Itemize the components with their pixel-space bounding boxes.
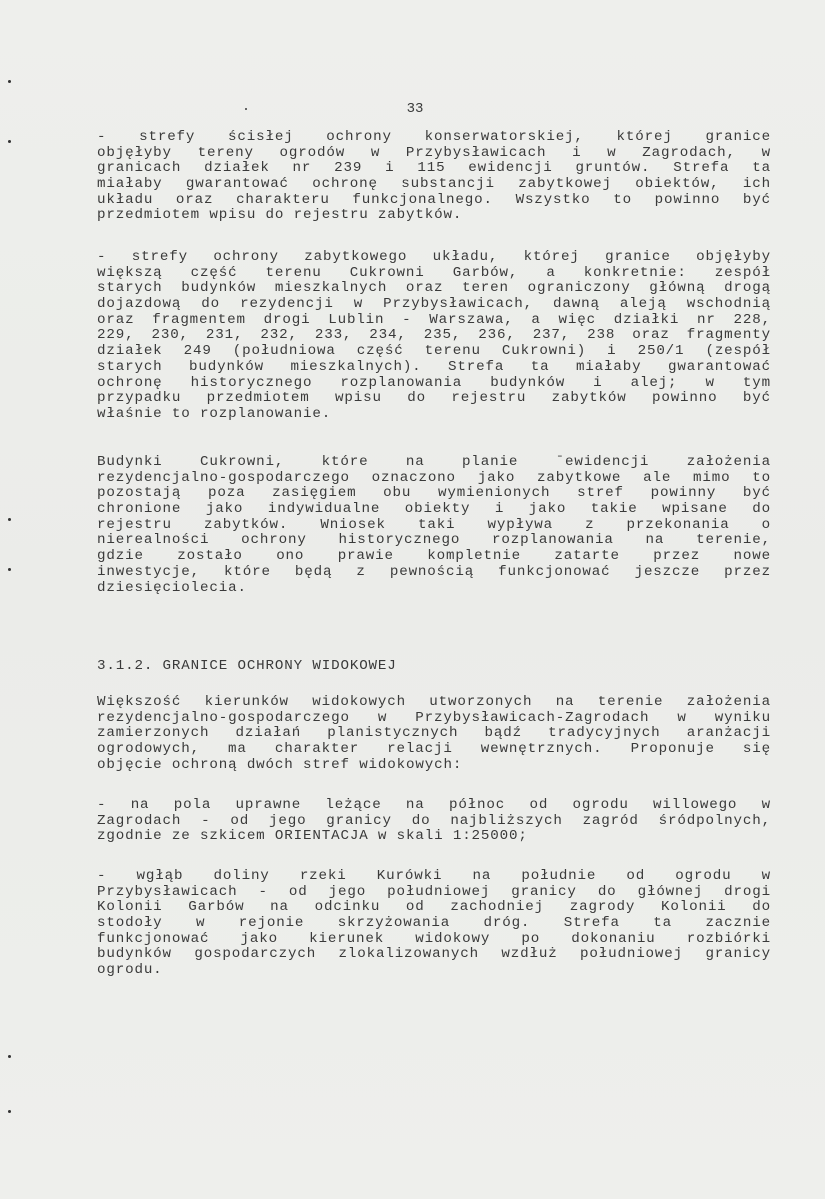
text-line: dojazdową do rezydencji w Przybysławicach, dawną aleją wschodnią	[97, 296, 771, 313]
text-line: Zagrodach - od jego granicy do najbliższych zagród śródpolnych,	[97, 812, 771, 829]
text-line: dziesięciolecia.	[97, 579, 247, 596]
text-line: nierealności ochrony historycznego rozplanowania na terenie,	[97, 532, 771, 549]
text-line: objęłyby tereny ogrodów w Przybysławicach i w Zagrodach, w	[97, 144, 771, 161]
text-line: inwestycje, które będą z pewnością funkcjonować jeszcze przez	[97, 563, 771, 580]
margin-dot	[8, 568, 11, 571]
text-line: - wgłąb doliny rzeki Kurówki na południe od ogrodu w	[97, 868, 771, 884]
text-line: Budynki Cukrowni, które na planie ˉewidencji założenia	[97, 454, 771, 470]
text-line: stodoły w rejonie skrzyżowania dróg. Strefa ta zacznie	[97, 915, 771, 932]
text-line: Przybysławicach - od jego południowej granicy do głównej drogi	[97, 883, 771, 900]
margin-dot	[8, 1110, 11, 1113]
text-line: rezydencjalno-gospodarczego w Przybysławicach-Zagrodach w wyniku	[97, 709, 771, 726]
text-line: właśnie to rozplanowanie.	[97, 405, 332, 422]
text-line: - na pola uprawne leżące na północ od ogrodu willowego w	[97, 797, 771, 813]
text-line: działek 249 (południowa część terenu Cukrowni) i 250/1 (zespół	[97, 343, 771, 360]
text-line: starych budynków mieszkalnych oraz teren ograniczony główną drogą	[97, 280, 771, 297]
stray-mark	[245, 108, 247, 110]
text-line: ogrodu.	[97, 962, 163, 979]
text-line: 229, 230, 231, 232, 233, 234, 235, 236, 237, 238 oraz fragmenty	[97, 327, 771, 344]
page-number: 33	[406, 101, 424, 117]
text-line: układu oraz charakteru funkcjonalnego. Wszystko to powinno być	[97, 191, 771, 208]
text-line: rezydencjalno-gospodarczego oznaczono jako zabytkowe ale mimo to	[97, 469, 771, 486]
paragraph-north-view-zone	[97, 798, 771, 845]
paragraph-view-directions	[97, 695, 771, 773]
margin-dot	[8, 1055, 11, 1058]
text-line: Większość kierunków widokowych utworzonych na terenie założenia	[97, 694, 771, 710]
text-line: zamierzonych działań planistycznych bądź tradycyjnych aranżacji	[97, 725, 771, 742]
text-line: większą część terenu Cukrowni Garbów, a konkretnie: zespół	[97, 264, 771, 281]
text-line: przypadku przedmiotem wpisu do rejestru zabytków powinno być	[97, 390, 771, 407]
text-line: funkcjonować jako kierunek widokowy po dokonaniu rozbiórki	[97, 930, 771, 947]
paragraph-layout-protection-zone	[97, 250, 771, 423]
text-line: ochronę historycznego rozplanowania budynków i alej; w tym	[97, 374, 771, 391]
text-line: gdzie zostało ono prawie kompletnie zatarte przez nowe	[97, 548, 771, 565]
text-line: - strefy ochrony zabytkowego układu, której granice objęłyby	[97, 249, 771, 265]
text-line: ogrodowych, ma charakter relacji wewnętrznych. Proponuje się	[97, 741, 771, 758]
margin-dot	[8, 518, 11, 521]
paragraph-strict-protection-zone	[97, 130, 771, 224]
text-line: chronione jako indywidualne obiekty i jako takie wpisane do	[97, 501, 771, 518]
text-line: przedmiotem wpisu do rejestru zabytków.	[97, 207, 463, 224]
margin-dot	[8, 80, 11, 83]
text-line: Kolonii Garbów na odcinku od zachodniej zagrody Kolonii do	[97, 899, 771, 916]
text-line: miałaby gwarantować ochronę substancji zabytkowej obiektów, ich	[97, 176, 771, 193]
text-line: pozostają poza zasięgiem obu wymienionych stref powinny być	[97, 485, 771, 502]
text-line: oraz fragmentem drogi Lublin - Warszawa, a więc działki nr 228,	[97, 311, 771, 328]
text-line: rejestru zabytków. Wniosek taki wypływa z przekonania o	[97, 516, 771, 533]
paragraph-south-view-zone	[97, 869, 771, 979]
paragraph-sugar-factory-buildings	[97, 455, 771, 596]
margin-dot	[8, 140, 11, 143]
text-line: budynków gospodarczych zlokalizowanych wzdłuż południowej granicy	[97, 946, 771, 963]
text-line: zgodnie ze szkicem ORIENTACJA w skali 1:25000;	[97, 828, 528, 845]
text-line: starych budynków mieszkalnych). Strefa ta miałaby gwarantować	[97, 358, 771, 375]
text-line: - strefy ścisłej ochrony konserwatorskiej, której granice	[97, 129, 771, 145]
text-line: granicach działek nr 239 i 115 ewidencji gruntów. Strefa ta	[97, 160, 771, 177]
text-line: objęcie ochroną dwóch stref widokowych:	[97, 756, 463, 773]
section-heading: 3.1.2. GRANICE OCHRONY WIDOKOWEJ	[97, 658, 397, 674]
